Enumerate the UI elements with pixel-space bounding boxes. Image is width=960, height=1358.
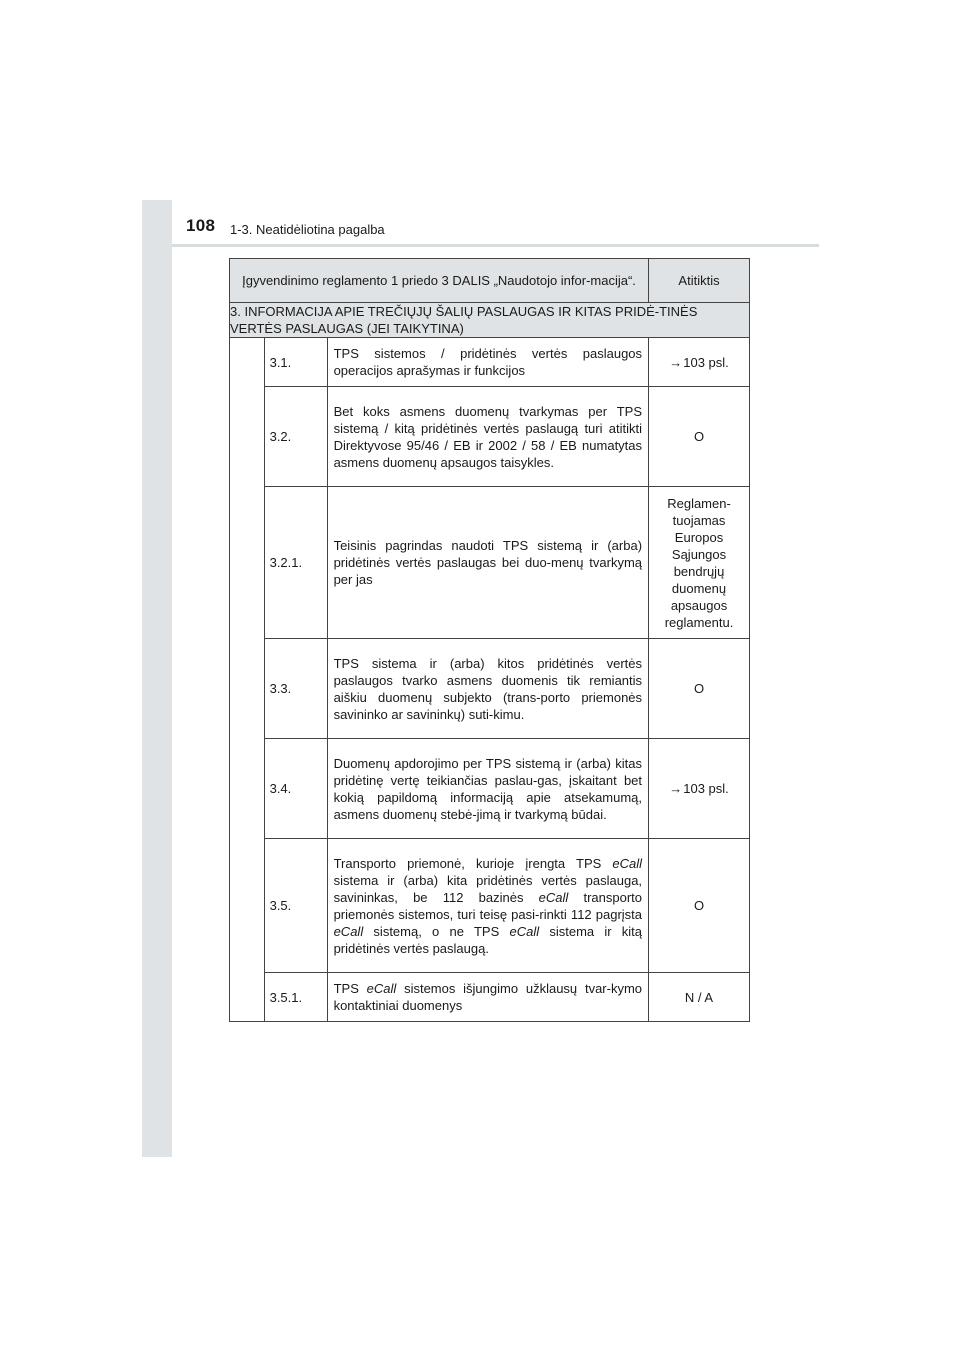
section-heading-row — [230, 303, 750, 338]
row-value: O — [649, 839, 750, 973]
row-value — [649, 338, 750, 387]
row-value: N / A — [649, 973, 750, 1022]
row-number: 3.2. — [264, 387, 327, 487]
row-number: 3.2.1. — [264, 487, 327, 639]
row-description: TPS eCall sistemos išjungimo užklausų tvar-kymo kontaktiniai duomenys — [327, 973, 648, 1022]
header-divider — [172, 244, 819, 247]
row-description: Teisinis pagrindas naudoti TPS sistemą ir (arba) pridėtinės vertės paslaugas bei duo-menų tvarkymą per jas — [327, 487, 648, 639]
row-description: TPS sistema ir (arba) kitos pridėtinės vertės paslaugos tvarko asmens duomenis tik remiantis aiškiu duomenų subjekto (trans-porto priemonės savininko ar savininkų) suti-kimu. — [327, 639, 648, 739]
row-description: Bet koks asmens duomenų tvarkymas per TPS sistemą / kitą pridėtinės vertės paslaugą turi atitikti Direktyvose 95/46 / EB ir 2002 / 58 / EB numatytas asmens duomenų apsaugos taisykles. — [327, 387, 648, 487]
page-ref-arrow-icon: → — [669, 781, 683, 796]
table-row — [230, 387, 750, 487]
row-value: Reglamen-tuojamas Europos Sąjungos bendrųjų duomenų apsaugos reglamentu. — [649, 487, 750, 639]
row-number: 3.1. — [264, 338, 327, 387]
table-header-row — [230, 259, 750, 303]
page-ref-arrow-icon: → — [669, 354, 683, 370]
page-number: 108 — [186, 216, 216, 235]
table-row — [230, 338, 750, 387]
row-number: 3.4. — [264, 739, 327, 839]
column-header-requirement: Įgyvendinimo reglamento 1 priedo 3 DALIS „Naudotojo infor-macija“. — [230, 259, 649, 303]
row-description: Duomenų apdorojimo per TPS sistemą ir (arba) kitas pridėtinę vertę teikiančias paslau-gas, įskaitant bet kokią papildomą informaciją apie atsekamumą, asmens duomenų stebė-jimą ir tvarkymą būdai. — [327, 739, 648, 839]
row-number: 3.5.1. — [264, 973, 327, 1022]
row-value: O — [649, 387, 750, 487]
user-information-table — [229, 258, 750, 1022]
indent-cell — [230, 338, 265, 1022]
section-heading: 3. INFORMACIJA APIE TREČIŲJŲ ŠALIŲ PASLAUGAS IR KITAS PRIDĖ-TINĖS VERTĖS PASLAUGAS (JEI TAIKYTINA) — [230, 303, 750, 338]
table-row — [230, 839, 750, 973]
page-reference: 103 psl. — [683, 354, 729, 370]
row-description: Transporto priemonė, kurioje įrengta TPS eCall sistema ir (arba) kita pridėtinės vertės paslauga, savininkas, be 112 bazinės eCall transporto priemonės sistemos, turi teisę pasi-rinkti 112 pagrįsta eCall sistemą, o ne TPS eCall sistema ir kitą pridėtinės vertės paslaugą. — [327, 839, 648, 973]
row-description: TPS sistemos / pridėtinės vertės paslaugos operacijos aprašymas ir funkcijos — [327, 338, 648, 387]
row-value: O — [649, 639, 750, 739]
page-side-band — [142, 200, 172, 1157]
row-value — [649, 739, 750, 839]
page-reference: 103 psl. — [683, 781, 729, 796]
row-number: 3.3. — [264, 639, 327, 739]
section-title: 1-3. Neatidėliotina pagalba — [230, 222, 385, 237]
table-row — [230, 639, 750, 739]
row-number: 3.5. — [264, 839, 327, 973]
table-row — [230, 739, 750, 839]
table-row — [230, 973, 750, 1022]
table-row — [230, 487, 750, 639]
column-header-compliance: Atitiktis — [649, 259, 750, 303]
